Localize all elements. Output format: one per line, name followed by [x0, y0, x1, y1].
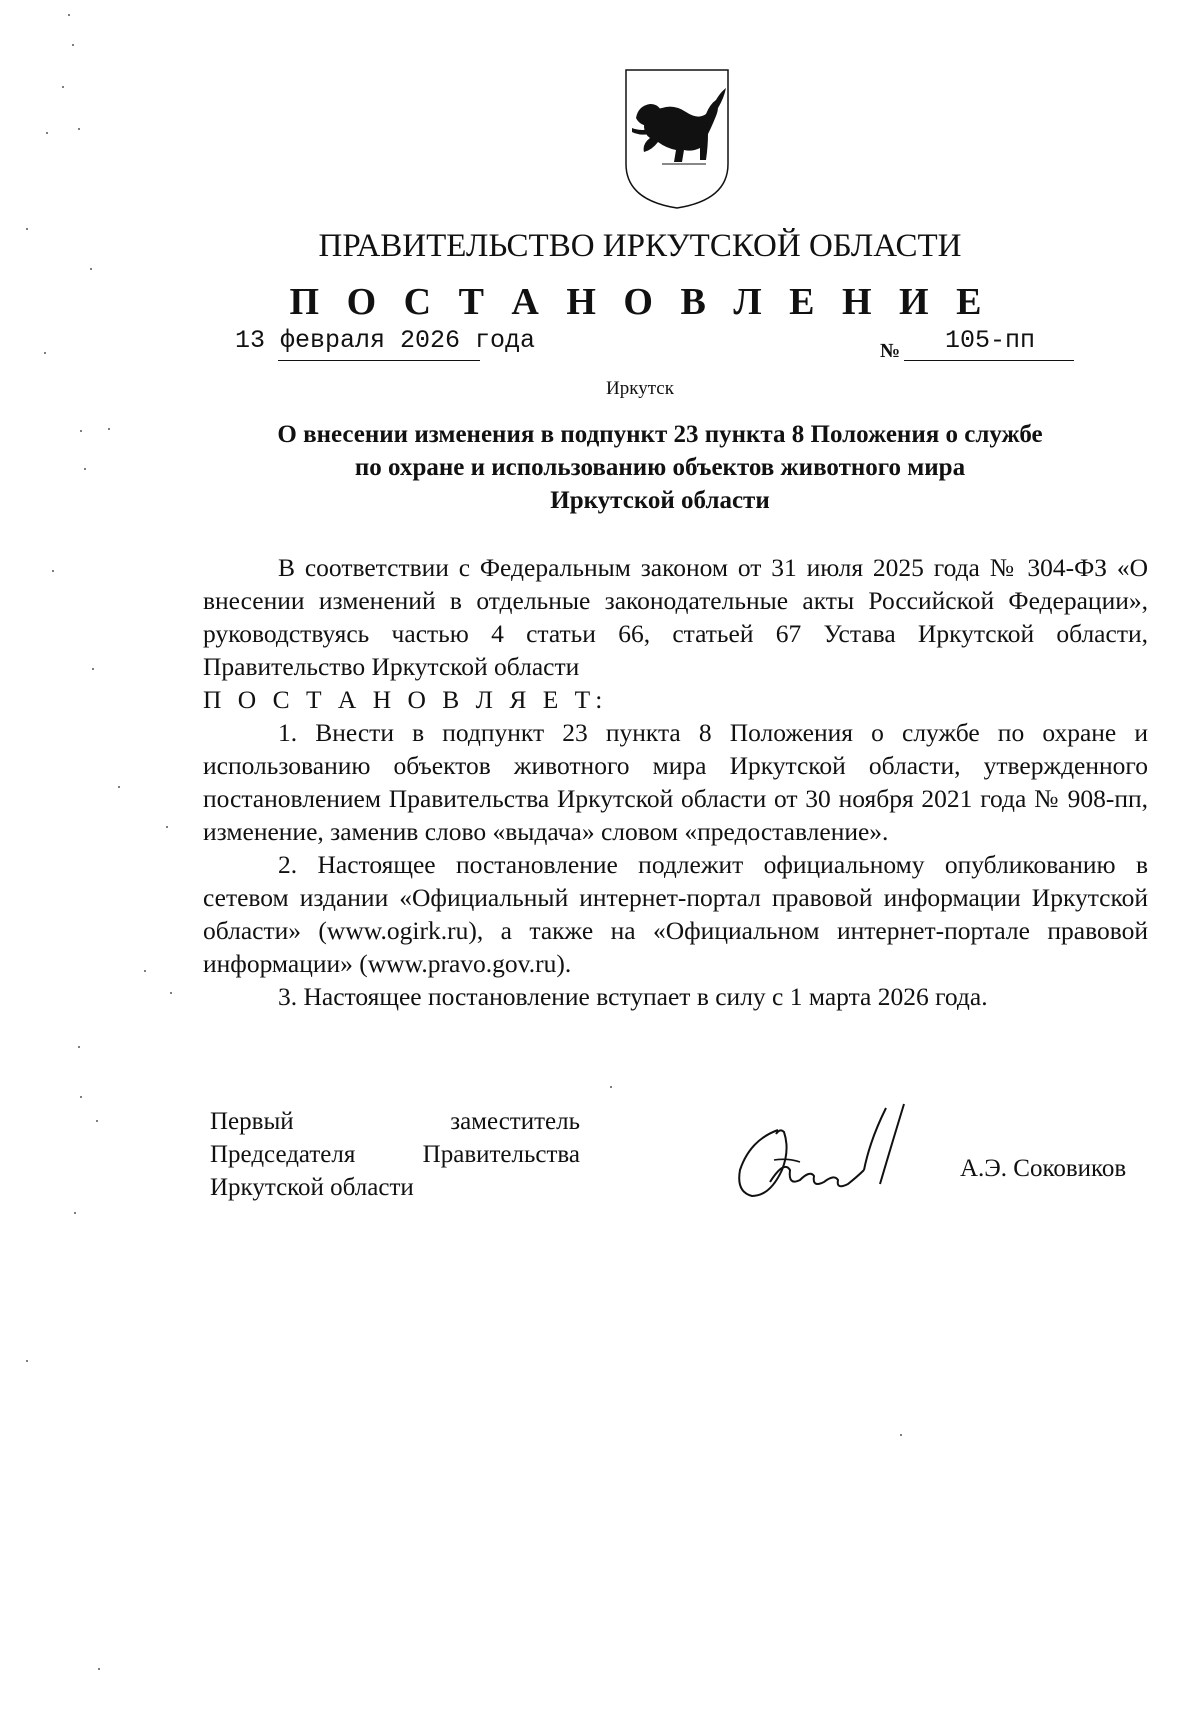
document-type-title: П О С Т А Н О В Л Е Н И Е: [289, 281, 991, 323]
position-word: Первый: [210, 1108, 294, 1135]
position-word: Правительства: [422, 1141, 580, 1168]
position-line: Иркутской области: [210, 1174, 414, 1201]
decree-word: П О С Т А Н О В Л Я Е Т:: [203, 685, 608, 714]
position-line: [210, 1105, 580, 1138]
position-word: Председателя: [210, 1141, 356, 1168]
number-underline: [904, 360, 1074, 361]
position-word: заместитель: [450, 1108, 580, 1135]
position-line: [210, 1138, 580, 1171]
item-paragraph: 2. Настоящее постановление подлежит официальному опубликованию в сетевом издании «Официальный интернет-портал правовой информации Иркутской области» (www.ogirk.ru), а также на «Официальном интернет-портале правовой информации» (www.pravo.gov.ru).: [203, 850, 1148, 978]
signer-position: [210, 1105, 580, 1204]
heading-line: О внесении изменения в подпункт 23 пункта 8 Положения о службе: [277, 421, 1043, 448]
item-paragraph: 3. Настоящее постановление вступает в силу с 1 марта 2026 года.: [278, 982, 988, 1011]
heading-line: Иркутской области: [550, 487, 770, 514]
preamble-paragraph: [203, 551, 1148, 716]
number-sign: №: [880, 340, 901, 362]
document-date: 13 февраля 2026 года: [235, 326, 536, 355]
signer-name: А.Э. Соковиков: [960, 1155, 1127, 1182]
date-underline: [278, 360, 480, 361]
irkutsk-babr-coat-of-arms-icon: [622, 68, 732, 210]
document-number: 105-пп: [945, 326, 1036, 355]
document-city: Иркутск: [606, 378, 674, 399]
item-paragraph: 1. Внести в подпункт 23 пункта 8 Положения о службе по охране и использованию объектов животного мира Иркутской области, утвержденного постановлением Правительства Иркутской области от 30 ноября 2021 года № 908-пп, изменение, заменив слово «выдача» словом «предоставление».: [203, 718, 1148, 846]
organization-title: ПРАВИТЕЛЬСТВО ИРКУТСКОЙ ОБЛАСТИ: [318, 228, 962, 264]
heading-line: по охране и использованию объектов животного мира: [354, 454, 966, 481]
document-body: [203, 551, 1148, 1013]
preamble-text: В соответствии с Федеральным законом от 31 июля 2025 года № 304-ФЗ «О внесении изменений в отдельные законодательные акты Российской Федерации», руководствуясь частью 4 статьи 66, статьей 67 Устава Иркутской области, Правительство Иркутской области: [203, 553, 1148, 681]
handwritten-signature: [730, 1100, 930, 1210]
document-heading: [160, 418, 1160, 517]
